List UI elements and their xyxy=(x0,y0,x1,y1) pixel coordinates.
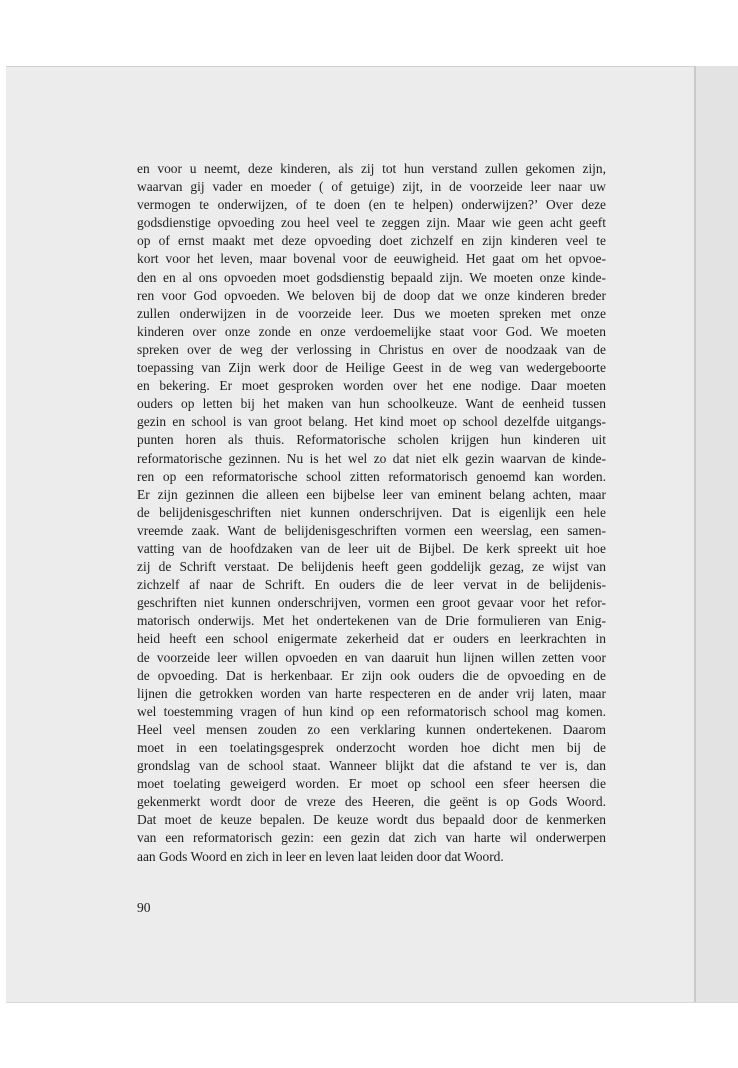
text-line: spreken over de weg der verlossing in Christus en over de noodzaak van de xyxy=(137,341,606,357)
text-line: ren voor God opvoeden. We beloven bij de doop dat we onze kinderen breder xyxy=(137,287,606,303)
text-line: de belijdenisgeschriften niet kunnen onderschrijven. Dat is eigenlijk een hele xyxy=(137,504,606,520)
text-line: toepassing van Zijn werk door de Heilige Geest in de weg van wedergeboorte xyxy=(137,360,606,376)
text-line: grondslag van de school staat. Wanneer blijkt dat die afstand te ver is, dan xyxy=(137,758,606,774)
text-line: zichzelf af naar de Schrift. En ouders die de leer vervat in de belijdenis- xyxy=(137,577,606,593)
text-line: matorisch onderwijs. Met het ondertekenen van de Drie formulieren van Enig- xyxy=(137,613,606,629)
text-line: gekenmerkt wordt door de vreze des Heeren, die geënt is op Gods Woord. xyxy=(137,794,606,810)
text-line: en voor u neemt, deze kinderen, als zij tot hun verstand zullen gekomen zijn, xyxy=(137,161,606,176)
text-line: van een reformatorisch gezin: een gezin dat zich van harte wil onderwerpen xyxy=(137,830,606,846)
text-line: ouders op letten bij het maken van hun schoolkeuze. Want de eenheid tussen xyxy=(137,396,606,412)
text-line: moet in een toelatingsgesprek onderzocht worden hoe dicht men bij de xyxy=(137,740,606,755)
text-line: den en al ons opvoeden moet godsdienstig bepaald zijn. We moeten onze kinde- xyxy=(137,269,606,285)
text-line: lijnen die getrokken worden van harte respecteren en de ander vrij laten, maar xyxy=(137,685,606,701)
text-line: vermogen te onderwijzen, of te doen (en te helpen) onderwijzen?’ Over deze xyxy=(137,197,606,213)
text-line: kinderen over onze zonde en onze verdoemelijke staat voor God. We moeten xyxy=(137,323,606,339)
text-line: zij de Schrift verstaat. De belijdenis heeft geen goddelijk gezag, ze wijst van xyxy=(137,559,606,575)
text-line: geschriften niet kunnen onderschrijven, vormen een groot gevaar voor het refor- xyxy=(137,595,606,611)
text-line: en bekering. Er moet gesproken worden over het ene nodige. Daar moeten xyxy=(137,378,606,394)
facing-page-edge xyxy=(696,66,738,1002)
text-line: vatting van de hoofdzaken van de leer uit de Bijbel. De kerk spreekt uit hoe xyxy=(137,540,606,556)
text-line-last: aan Gods Woord en zich in leer en leven laat leiden door dat Woord. xyxy=(137,848,504,864)
text-line: de opvoeding. Dat is herkenbaar. Er zijn ook ouders die de opvoeding en de xyxy=(137,667,606,683)
page-gutter xyxy=(694,66,696,1002)
page-bottom-edge xyxy=(6,1002,738,1003)
text-line: heid heeft een school enigermate zekerheid dat er ouders en leerkrachten in xyxy=(137,631,606,647)
text-line: waarvan gij vader en moeder ( of getuige) zijt, in de voorzeide leer naar uw xyxy=(137,179,606,195)
text-line: wel toestemming vragen of hun kind op een reformatorisch school mag komen. xyxy=(137,703,606,719)
text-line: reformatorische gezinnen. Nu is het wel zo dat niet elk gezin waarvan de kinde- xyxy=(137,450,606,466)
text-line: Er zijn gezinnen die alleen een bijbelse leer van eminent belang achten, maar xyxy=(137,486,606,502)
text-line: gezin en school is van groot belang. Het kind moet op school dezelfde uitgangs- xyxy=(137,414,606,430)
text-line: vreemde zaak. Want de belijdenisgeschriften vormen een weerslag, een samen- xyxy=(137,522,606,538)
body-paragraph xyxy=(137,160,606,866)
text-line: godsdienstige opvoeding zou heel veel te zeggen zijn. Maar wie geen acht geeft xyxy=(137,215,606,231)
text-line: ren op een reformatorische school zitten reformatorisch genoemd kan worden. xyxy=(137,468,606,484)
text-line: op of ernst maakt met deze opvoeding doet zichzelf en zijn kinderen veel te xyxy=(137,233,606,249)
text-line: Dat moet de keuze bepalen. De keuze wordt dus bepaald door de kenmerken xyxy=(137,812,606,828)
page-number: 90 xyxy=(137,900,151,915)
text-line: kort voor het leven, maar bovenal voor de eeuwigheid. Het gaat om het opvoe- xyxy=(137,251,606,267)
text-line: moet toelating geweigerd worden. Er moet op school een sfeer heersen die xyxy=(137,776,606,792)
text-line: punten horen als thuis. Reformatorische scholen krijgen hun kinderen uit xyxy=(137,432,606,448)
text-line: Heel veel mensen zouden zo een verklaring kunnen ondertekenen. Daarom xyxy=(137,721,606,737)
text-line: de voorzeide leer willen opvoeden en van daaruit hun lijnen willen zetten voor xyxy=(137,649,606,665)
text-line: zullen onderwijzen in de voorzeide leer. Dus we moeten spreken met onze xyxy=(137,305,606,321)
